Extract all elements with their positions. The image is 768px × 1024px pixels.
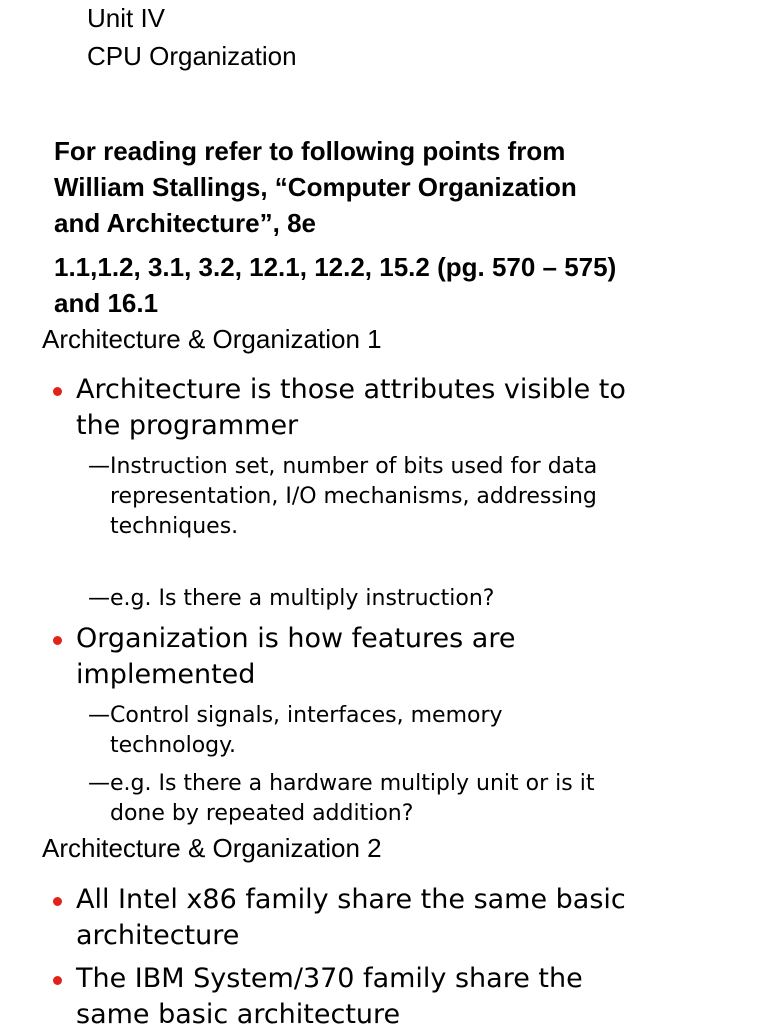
bullet-icon [53,636,62,645]
reading-line-3: and Architecture”, 8e [54,208,317,238]
s1-b2-sub1-line2: technology. [110,733,237,758]
s1-bullet1-line1: Architecture is those attributes visible to [76,374,626,405]
s1-bullet1-line2: the programmer [76,410,299,441]
s1-b1-sub1-line1: —Instruction set, number of bits used for data [88,454,598,479]
s1-b1-sub1-line2: representation, I/O mechanisms, addressing [110,484,597,509]
bullet-icon [53,897,62,906]
s1-b1-sub2: —e.g. Is there a multiply instruction? [88,586,495,611]
s1-bullet2-line2: implemented [76,659,256,690]
s2-bullet1-line1: All Intel x86 family share the same basic [76,884,626,915]
reading-line-5: and 16.1 [54,288,159,318]
s1-b2-sub2-line1: —e.g. Is there a hardware multiply unit or is it [88,771,595,796]
bullet-icon [53,387,62,396]
section2-heading: Architecture & Organization 2 [42,833,382,863]
s2-bullet2-line2: same basic architecture [76,999,401,1024]
subject-title: CPU Organization [87,41,297,71]
reading-line-4: 1.1,1.2, 3.1, 3.2, 12.1, 12.2, 15.2 (pg. 570 – 575) [54,252,617,282]
bullet-icon [53,976,62,985]
s1-b1-sub1-line3: techniques. [110,514,239,539]
section1-heading: Architecture & Organization 1 [42,324,382,354]
reading-line-2: William Stallings, “Computer Organization [54,172,577,202]
s1-b2-sub2-line2: done by repeated addition? [110,801,414,826]
unit-label: Unit IV [87,3,166,33]
s1-bullet2-line1: Organization is how features are [76,623,516,654]
s2-bullet1-line2: architecture [76,920,240,951]
s1-b2-sub1-line1: —Control signals, interfaces, memory [88,703,503,728]
s2-bullet2-line1: The IBM System/370 family share the [76,963,583,994]
reading-line-1: For reading refer to following points from [54,136,566,166]
